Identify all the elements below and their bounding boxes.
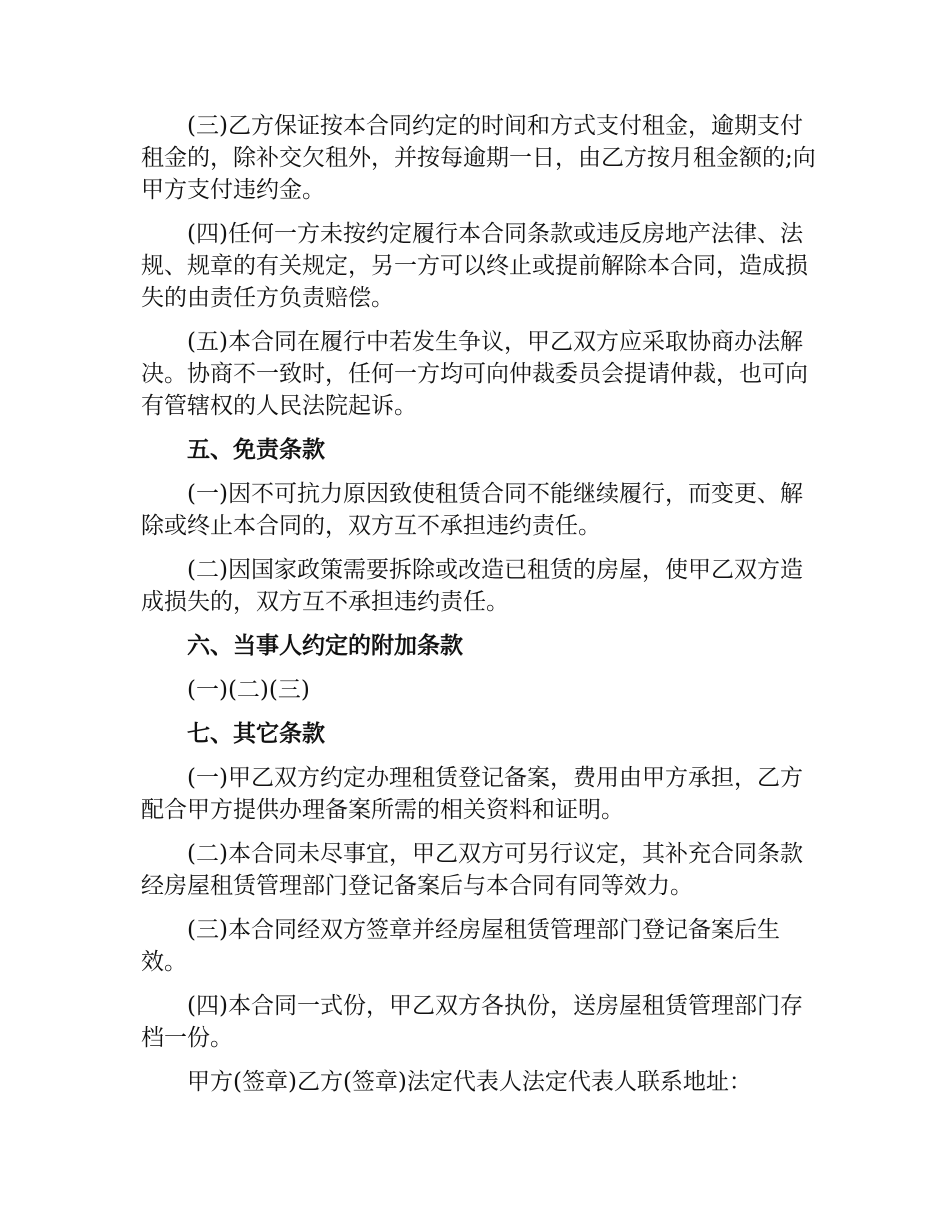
clause-7-1: (一)甲乙双方约定办理租赁登记备案，费用由甲方承担，乙方配合甲方提供办理备案所需的相关资料和证明。 bbox=[141, 765, 803, 823]
section-heading-6: 六、当事人约定的附加条款 bbox=[187, 633, 463, 659]
clause-7-3: (三)本合同经双方签章并经房屋租赁管理部门登记备案后生效。 bbox=[141, 917, 780, 975]
clause-6-items: (一)(二)(三) bbox=[187, 677, 310, 703]
clause-5-2: (二)因国家政策需要拆除或改造已租赁的房屋，使甲乙双方造成损失的，双方互不承担违约责任。 bbox=[141, 557, 803, 615]
section-heading-5: 五、免责条款 bbox=[187, 437, 325, 463]
clause-7-2: (二)本合同未尽事宜，甲乙双方可另行议定，其补充合同条款经房屋租赁管理部门登记备案后与本合同有同等效力。 bbox=[141, 841, 803, 899]
clause-5-1: (一)因不可抗力原因致使租赁合同不能继续履行，而变更、解除或终止本合同的，双方互不承担违约责任。 bbox=[141, 481, 803, 539]
clause-7-4: (四)本合同一式份，甲乙双方各执份，送房屋租赁管理部门存档一份。 bbox=[141, 993, 803, 1051]
clause-3-4: (四)任何一方未按约定履行本合同条款或违反房地产法律、法规、规章的有关规定，另一方可以终止或提前解除本合同，造成损失的由责任方负责赔偿。 bbox=[141, 221, 808, 311]
signature-line: 甲方(签章)乙方(签章)法定代表人法定代表人联系地址： bbox=[187, 1069, 752, 1095]
clause-3-3: (三)乙方保证按本合同约定的时间和方式支付租金，逾期支付租金的，除补交欠租外，并按每逾期一日，由乙方按月租金额的;向甲方支付违约金。 bbox=[141, 113, 816, 203]
clause-3-5: (五)本合同在履行中若发生争议，甲乙双方应采取协商办法解决。协商不一致时，任何一方均可向仲裁委员会提请仲裁，也可向有管辖权的人民法院起诉。 bbox=[141, 329, 808, 419]
section-heading-7: 七、其它条款 bbox=[187, 721, 325, 747]
document-body bbox=[141, 110, 821, 1110]
